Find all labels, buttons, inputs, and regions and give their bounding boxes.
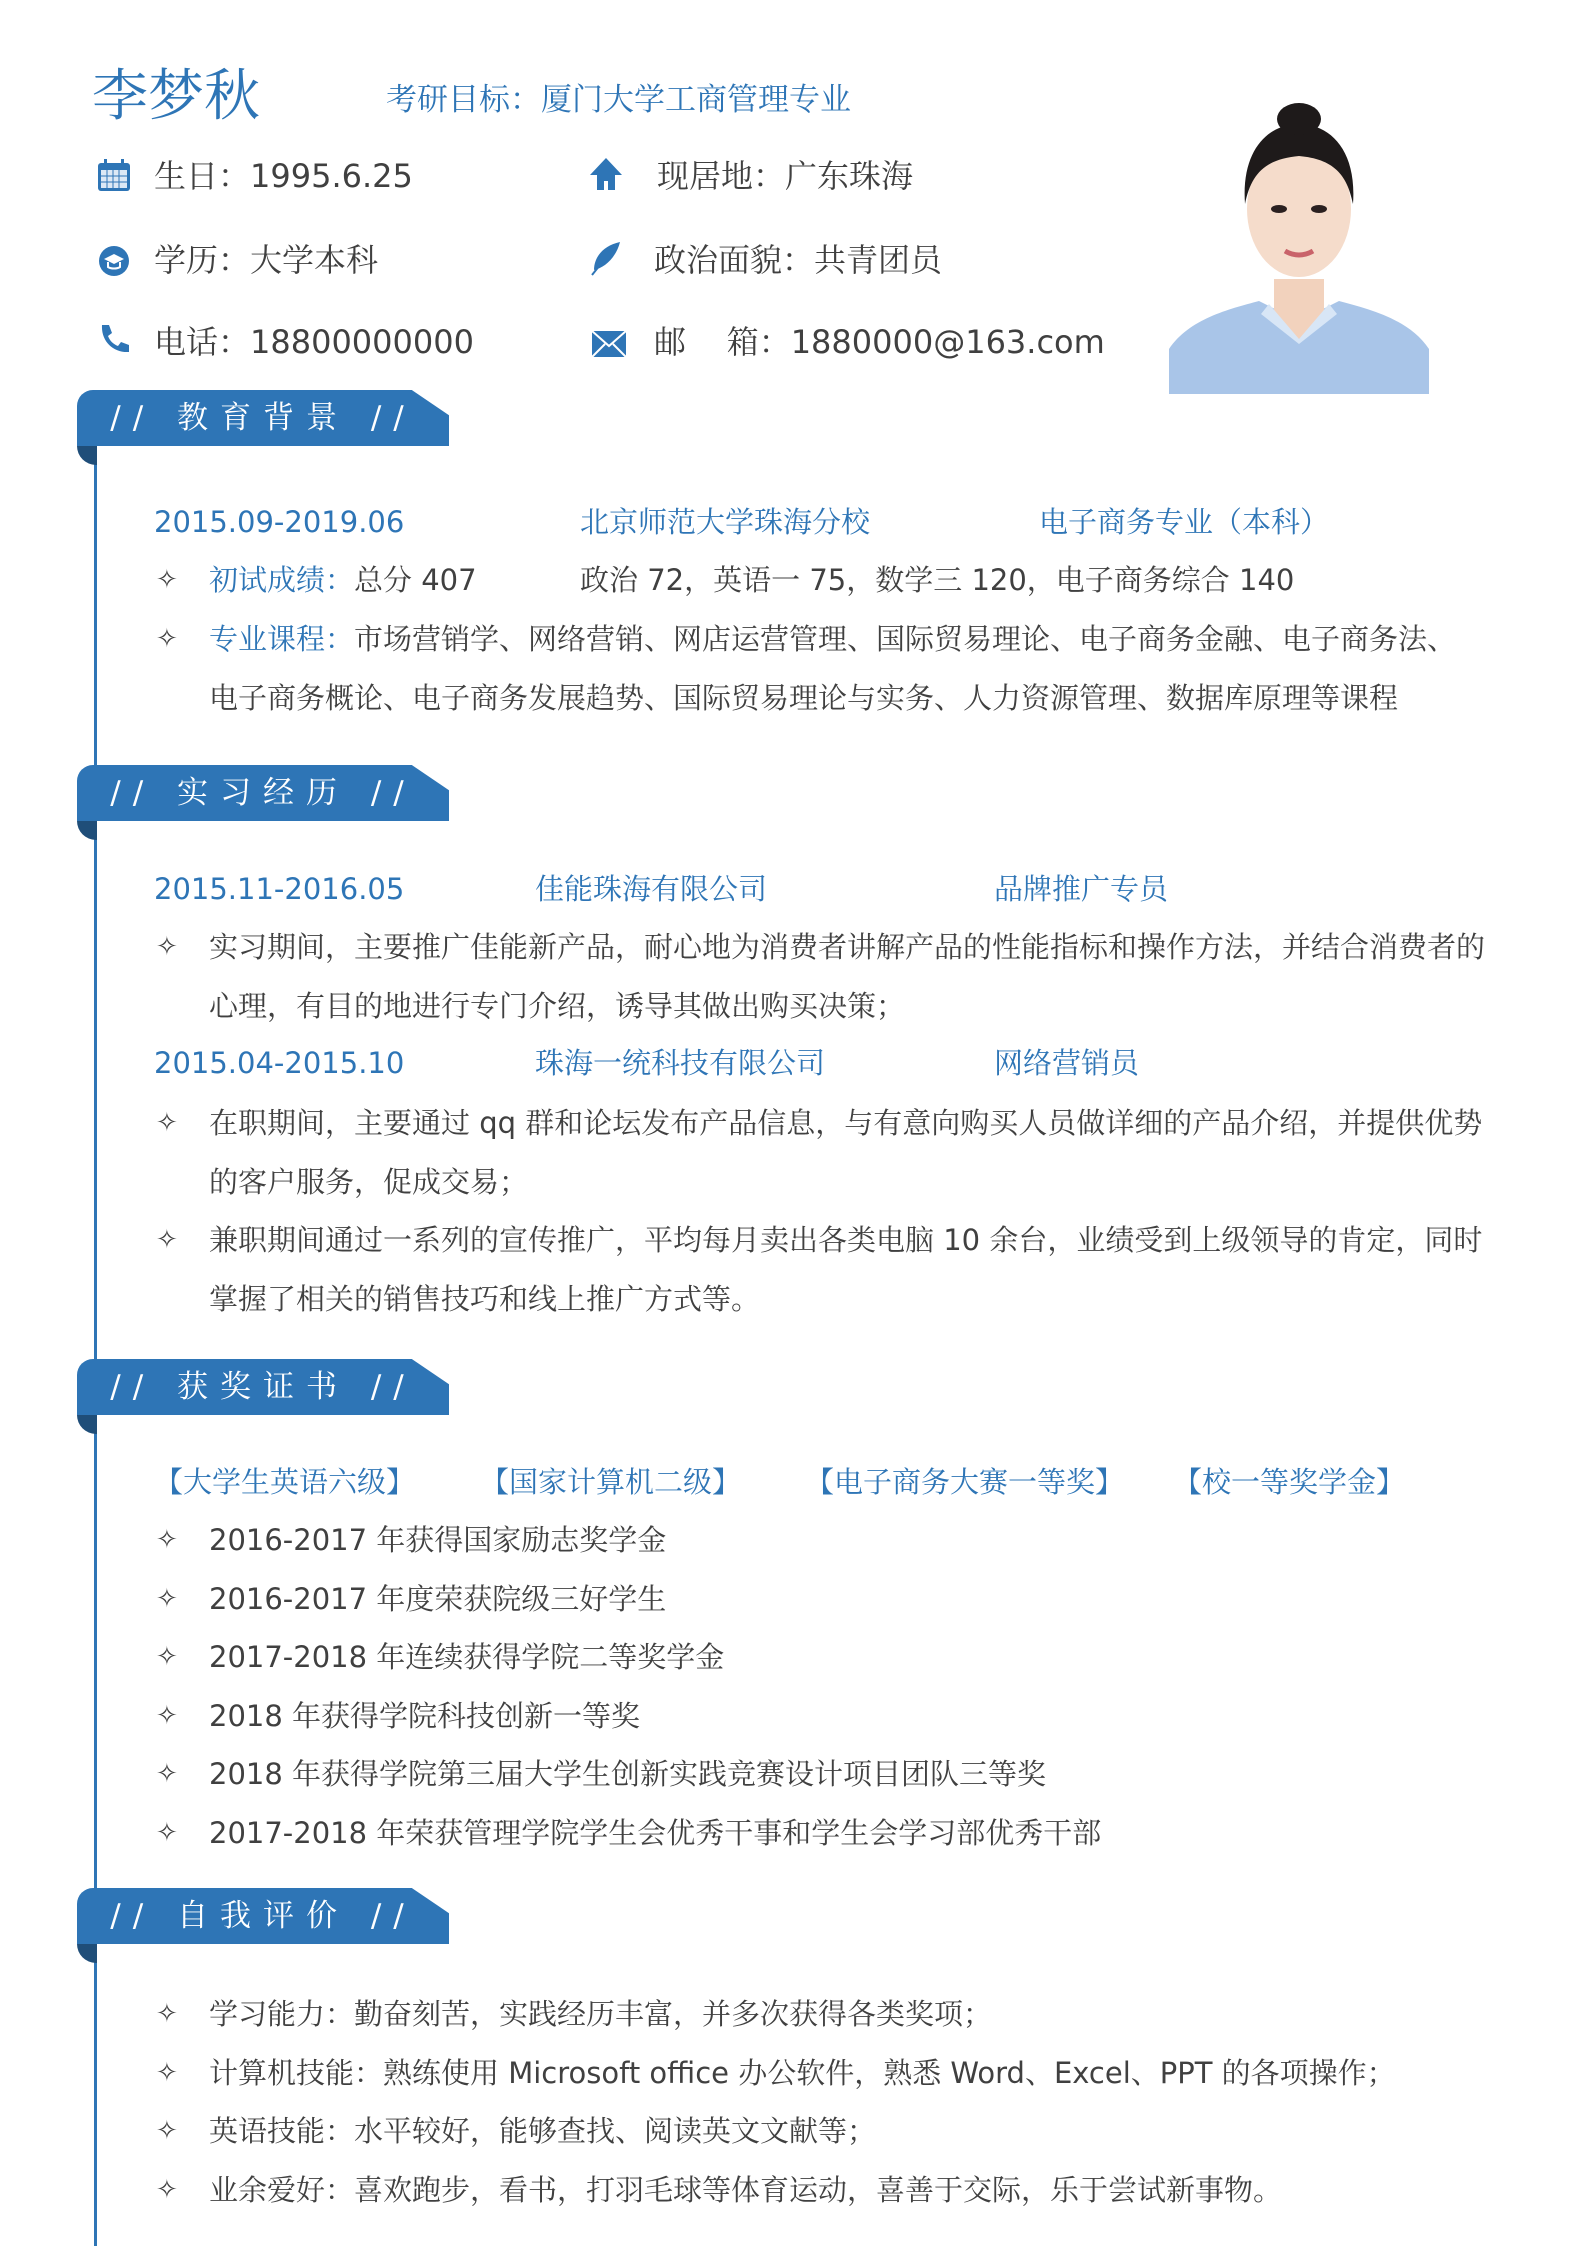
exam-target: 考研目标：厦门大学工商管理专业	[386, 82, 851, 118]
job-role: 品牌推广专员	[994, 872, 1169, 906]
list-item: 2018 年获得学院第三届大学生创新实践竞赛设计项目团队三等奖	[209, 1757, 1047, 1792]
residence: 现居地：广东珠海	[657, 157, 914, 195]
candidate-name: 李梦秋	[92, 64, 260, 129]
section-header-awards: // 获奖证书 //	[77, 1359, 449, 1415]
list-item: 2017-2018 年连续获得学院二等奖学金	[209, 1640, 725, 1675]
exam-score-detail: 政治 72，英语一 75，数学三 120，电子商务综合 140	[580, 563, 1295, 597]
home-icon	[588, 156, 624, 192]
mail-icon	[591, 326, 627, 362]
bullet-icon: ✧	[156, 1759, 178, 1790]
bullet-icon: ✧	[156, 932, 178, 962]
courses-cont: 电子商务概论、电子商务发展趋势、国际贸易理论与实务、人力资源管理、数据库原理等课程	[209, 681, 1399, 715]
job-role: 网络营销员	[994, 1046, 1140, 1080]
political-status: 政治面貌：共青团员	[654, 241, 943, 279]
job-company: 珠海一统科技有限公司	[535, 1046, 826, 1080]
bullet-icon: ✧	[156, 2116, 178, 2147]
list-item: 计算机技能：熟练使用 Microsoft office 办公软件，熟悉 Word、Excel、PPT 的各项操作；	[209, 2055, 1396, 2090]
bullet-icon: ✧	[156, 2057, 178, 2088]
list-item: 2016-2017 年获得国家励志奖学金	[209, 1523, 667, 1557]
list-item: 学习能力：勤奋刻苦，实践经历丰富，并多次获得各类奖项；	[209, 1997, 993, 2031]
email: 邮 箱：1880000@163.com	[654, 323, 1105, 361]
education-major: 电子商务专业（本科）	[1039, 505, 1330, 539]
job-bullet-cont: 的客户服务，促成交易；	[209, 1165, 529, 1199]
bullet-icon: ✧	[156, 1999, 178, 2029]
bullet-icon: ✧	[156, 2174, 178, 2205]
profile-photo	[1169, 79, 1429, 394]
list-item: 2018 年获得学院科技创新一等奖	[209, 1698, 641, 1733]
birthday: 生日：1995.6.25	[154, 157, 413, 195]
award-tag: 【电子商务大赛一等奖】	[805, 1465, 1125, 1499]
bullet-icon: ✧	[156, 1700, 178, 1731]
graduation-cap-icon	[96, 243, 132, 279]
bullet-icon: ✧	[156, 624, 178, 654]
phone: 电话：18800000000	[154, 323, 474, 361]
bullet-icon: ✧	[156, 1642, 178, 1673]
award-tag: 【校一等奖学金】	[1173, 1465, 1406, 1499]
calendar-icon	[96, 157, 132, 193]
leaf-icon	[588, 240, 624, 276]
exam-score: 初试成绩：总分 407	[209, 563, 477, 597]
bullet-icon: ✧	[156, 1108, 178, 1138]
list-item: 英语技能：水平较好，能够查找、阅读英文文献等；	[209, 2114, 877, 2149]
job-company: 佳能珠海有限公司	[535, 872, 768, 906]
section-header-internship: // 实习经历 //	[77, 765, 449, 821]
award-tag: 【大学生英语六级】	[154, 1465, 416, 1499]
section-header-education: // 教育背景 //	[77, 390, 449, 446]
list-item: 业余爱好：喜欢跑步，看书，打羽毛球等体育运动，喜善于交际，乐于尝试新事物。	[209, 2172, 1283, 2207]
list-item: 2016-2017 年度荣获院级三好学生	[209, 1581, 667, 1616]
job-bullet: 实习期间，主要推广佳能新产品，耐心地为消费者讲解产品的性能指标和操作方法，并结合消费者的	[209, 930, 1486, 964]
bullet-icon: ✧	[156, 1525, 178, 1555]
award-tag: 【国家计算机二级】	[480, 1465, 742, 1499]
courses: 专业课程：市场营销学、网络营销、网店运营管理、国际贸易理论、电子商务金融、电子商务法、	[209, 622, 1457, 656]
bullet-icon: ✧	[156, 565, 178, 595]
bullet-icon: ✧	[156, 1225, 178, 1255]
education-school: 北京师范大学珠海分校	[580, 505, 871, 539]
job-date: 2015.11-2016.05	[154, 872, 405, 906]
phone-icon	[96, 322, 132, 358]
job-bullet-cont: 掌握了相关的销售技巧和线上推广方式等。	[209, 1282, 761, 1316]
education-level: 学历：大学本科	[154, 241, 379, 279]
list-item: 2017-2018 年荣获管理学院学生会优秀干事和学生会学习部优秀干部	[209, 1816, 1102, 1850]
section-header-self-evaluation: // 自我评价 //	[77, 1888, 449, 1944]
job-bullet-cont: 心理，有目的地进行专门介绍，诱导其做出购买决策；	[209, 989, 906, 1023]
bullet-icon: ✧	[156, 1818, 178, 1848]
job-date: 2015.04-2015.10	[154, 1046, 405, 1080]
timeline-line	[94, 446, 97, 2246]
education-date: 2015.09-2019.06	[154, 505, 405, 539]
job-bullet: 在职期间，主要通过 qq 群和论坛发布产品信息，与有意向购买人员做详细的产品介绍，并提供优势	[209, 1106, 1483, 1140]
bullet-icon: ✧	[156, 1583, 178, 1614]
job-bullet: 兼职期间通过一系列的宣传推广，平均每月卖出各类电脑 10 余台，业绩受到上级领导的肯定，同时	[209, 1223, 1483, 1257]
